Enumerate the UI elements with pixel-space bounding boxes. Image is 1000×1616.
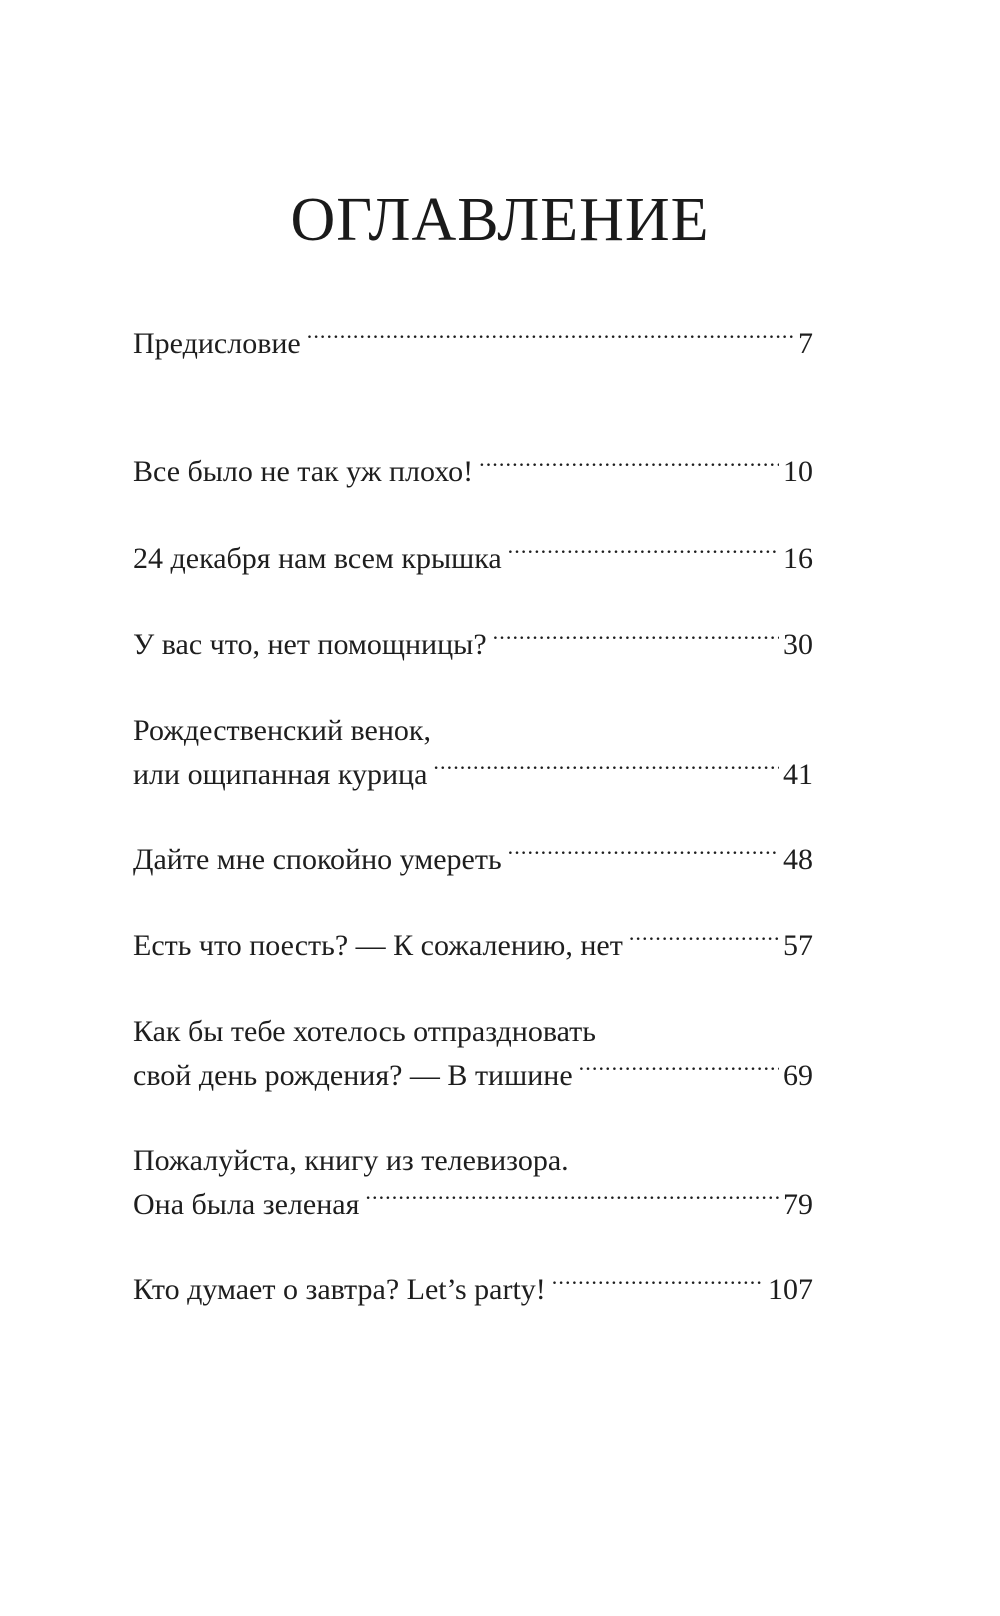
toc-entry-title: Все было не так уж плохо! — [133, 455, 474, 488]
toc-entry-title-line: Пожалуйста, книгу из телевизора. — [133, 1144, 569, 1177]
toc-page-number: 107 — [768, 1273, 813, 1306]
toc-page-number: 69 — [783, 1059, 813, 1092]
dot-leader — [479, 451, 779, 481]
toc-entry — [133, 623, 813, 667]
toc-entry-title: свой день рождения? — В тишине — [133, 1059, 573, 1092]
toc-entry-title: Кто думает о завтра? Let’s party! — [133, 1273, 546, 1306]
toc-entry — [133, 1010, 813, 1098]
toc-entry-title: Есть что поесть? — К сожалению, нет — [133, 929, 623, 962]
toc-entry — [133, 1268, 813, 1312]
toc-entry-title: Она была зеленая — [133, 1188, 360, 1221]
dot-leader — [365, 1184, 779, 1214]
toc-title: ОГЛАВЛЕНИЕ — [290, 186, 710, 254]
toc-entry — [133, 322, 813, 366]
toc-entry-title-line: Рождественский венок, — [133, 714, 431, 747]
toc-entry-title: Дайте мне спокойно умереть — [133, 843, 502, 876]
dot-leader — [508, 839, 779, 869]
toc-entry — [133, 537, 813, 581]
toc-page-number: 57 — [783, 929, 813, 962]
toc-entry — [133, 450, 813, 494]
dot-leader — [579, 1055, 779, 1085]
toc-entry — [133, 838, 813, 882]
toc-page-number: 48 — [783, 843, 813, 876]
toc-entry — [133, 1139, 813, 1227]
toc-entry-title-line: Как бы тебе хотелось отпраздновать — [133, 1015, 596, 1048]
toc-entry-title: У вас что, нет помощницы? — [133, 628, 487, 661]
toc-page-number: 30 — [783, 628, 813, 661]
toc-page-number: 79 — [783, 1188, 813, 1221]
dot-leader — [552, 1269, 764, 1299]
toc-page-number: 7 — [798, 327, 813, 360]
dot-leader — [629, 925, 779, 955]
toc-entry — [133, 709, 813, 797]
toc-entry — [133, 924, 813, 968]
dot-leader — [493, 624, 779, 654]
toc-page-number: 41 — [783, 758, 813, 791]
toc-entry-title: Предисловие — [133, 327, 301, 360]
toc-page-number: 10 — [783, 455, 813, 488]
dot-leader — [433, 754, 779, 784]
toc-entry-title: 24 декабря нам всем крышка — [133, 542, 502, 575]
dot-leader — [307, 323, 794, 353]
toc-page-number: 16 — [783, 542, 813, 575]
toc-entry-title: или ощипанная курица — [133, 758, 428, 791]
dot-leader — [508, 538, 779, 568]
